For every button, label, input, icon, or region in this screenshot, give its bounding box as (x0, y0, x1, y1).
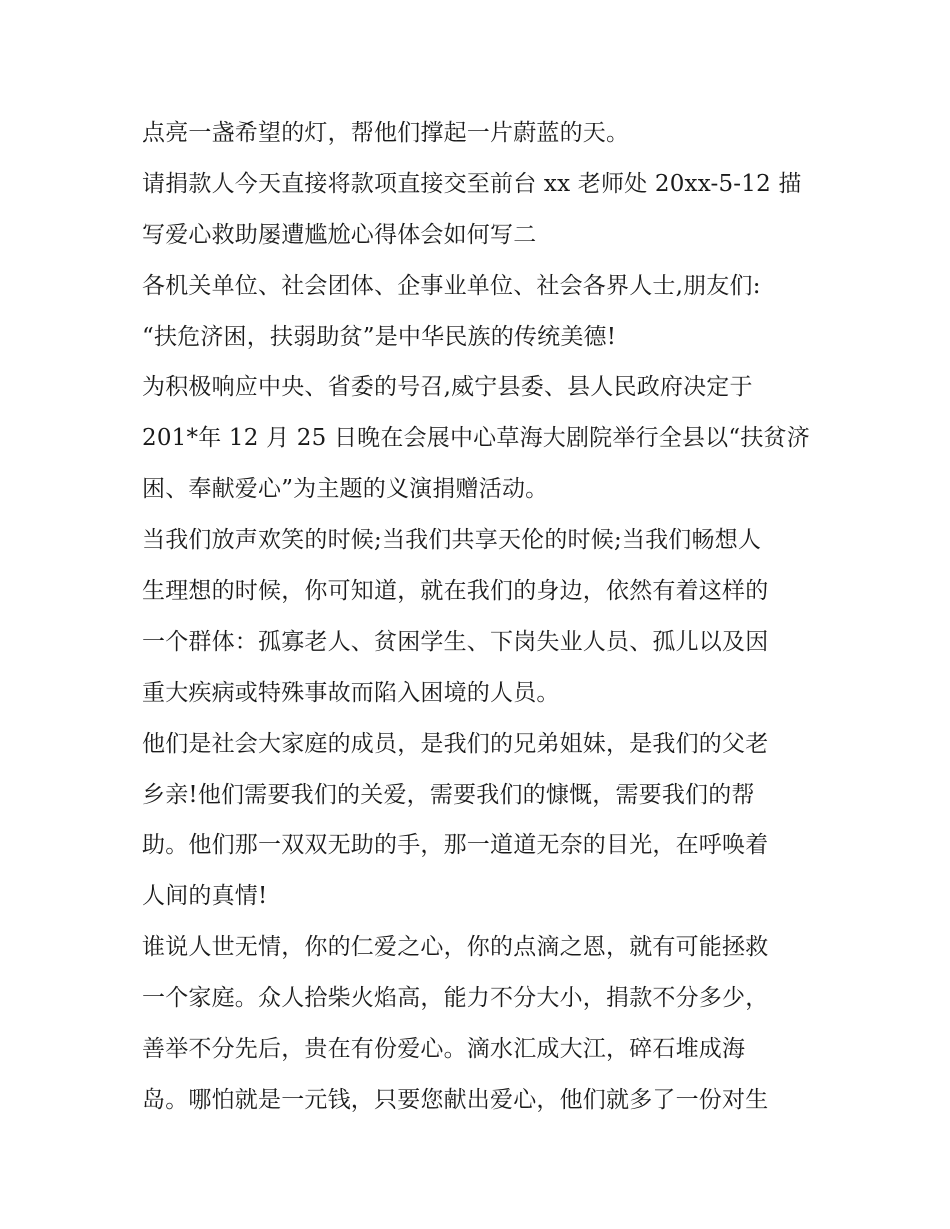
text-line: 善举不分先后，贵在有份爱心。滴水汇成大江，碎石堆成海 (142, 1036, 746, 1063)
text-line: 各机关单位、社会团体、企事业单位、社会各界人士,朋友们: (142, 272, 761, 299)
text-line: 201*年 12 月 25 日晚在会展中心草海大剧院举行全县以“扶贫济 (142, 425, 810, 452)
text-line: 一个群体：孤寡老人、贫困学生、下岗失业人员、孤儿以及因 (142, 628, 769, 655)
text-line: 请捐款人今天直接将款项直接交至前台 xx 老师处 20xx-5-12 描 (142, 170, 802, 197)
text-line: 困、奉献爱心”为主题的义演捐赠活动。 (142, 476, 549, 503)
text-line: 为积极响应中央、省委的号召,威宁县委、县人民政府决定于 (142, 374, 753, 401)
text-line: 人间的真情! (142, 883, 268, 910)
text-line: 当我们放声欢笑的时候;当我们共享天伦的时候;当我们畅想人 (142, 527, 762, 554)
text-line: 一个家庭。众人拾柴火焰高，能力不分大小，捐款不分多少， (142, 985, 769, 1012)
text-line: 写爱心救助屡遭尴尬心得体会如何写二 (142, 221, 537, 248)
text-line: “扶危济困，扶弱助贫”是中华民族的传统美德! (142, 323, 617, 350)
document-body (142, 108, 814, 1126)
text-line: 乡亲!他们需要我们的关爱，需要我们的慷慨，需要我们的帮 (142, 781, 755, 808)
text-line: 点亮一盏希望的灯，帮他们撑起一片蔚蓝的天。 (142, 120, 630, 146)
text-line: 生理想的时候，你可知道，就在我们的身边，依然有着这样的 (142, 578, 769, 605)
text-line: 重大疾病或特殊事故而陷入困境的人员。 (142, 679, 560, 706)
text-line: 谁说人世无情，你的仁爱之心，你的点滴之恩，就有可能拯救 (142, 934, 769, 961)
text-line: 他们是社会大家庭的成员，是我们的兄弟姐妹，是我们的父老 (142, 730, 769, 757)
text-line: 助。他们那一双双无助的手，那一道道无奈的目光，在呼唤着 (142, 832, 769, 859)
text-line: 岛。哪怕就是一元钱，只要您献出爱心，他们就多了一份对生 (142, 1086, 769, 1113)
